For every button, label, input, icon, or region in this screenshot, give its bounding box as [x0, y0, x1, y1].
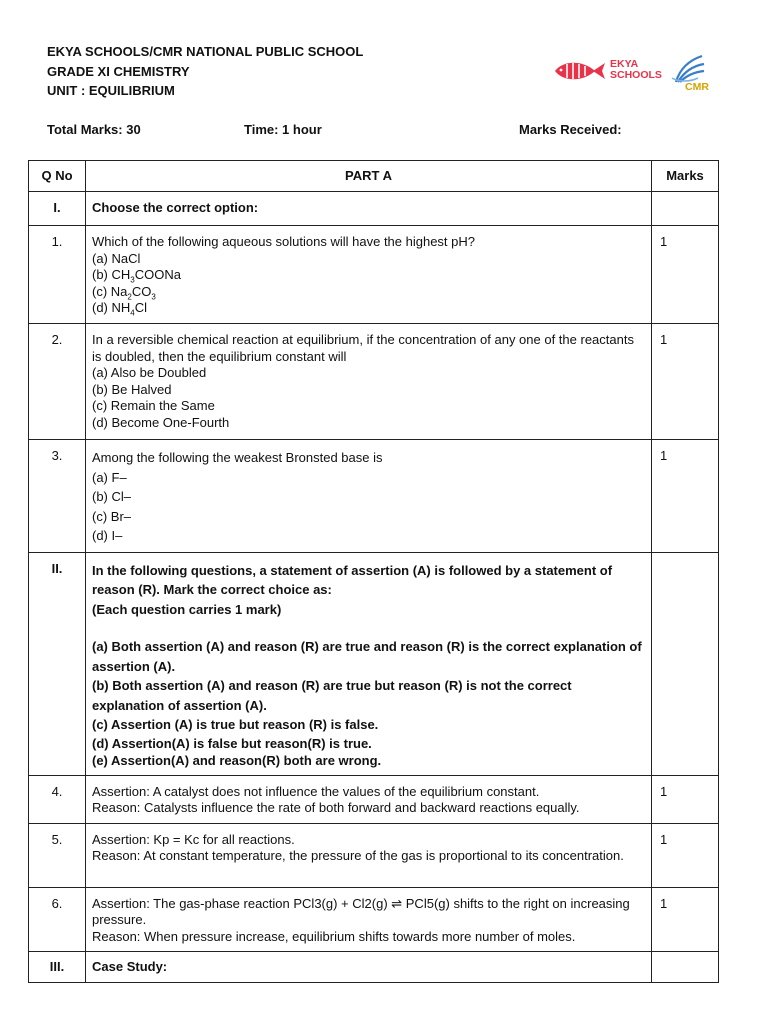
question-number: 1. — [29, 226, 86, 324]
question-row — [29, 775, 719, 823]
reason-text: Reason: Catalysts influence the rate of both forward and backward reactions equally. — [92, 800, 580, 815]
instruction-note: (Each question carries 1 mark) — [92, 601, 282, 617]
school-name: EKYA SCHOOLS/CMR NATIONAL PUBLIC SCHOOL — [47, 44, 364, 59]
option-a: (a) F– — [92, 469, 127, 485]
question-content — [86, 226, 652, 324]
option-c-text-mid: CO — [131, 283, 152, 299]
option-c: (c) Remain the Same — [92, 398, 215, 413]
question-number: 3. — [29, 440, 86, 553]
marks-cell: 1 — [652, 775, 719, 823]
total-marks: Total Marks: 30 — [47, 122, 141, 137]
option-b: (b) Be Halved — [92, 381, 172, 397]
option-a: (a) NaCl — [92, 250, 141, 266]
cmr-logo-text: CMR — [685, 81, 709, 93]
option-b-text-end: COONa — [134, 267, 181, 282]
ekya-logo-line2: SCHOOLS — [610, 69, 662, 81]
school-logos — [550, 52, 720, 96]
choice-e: (e) Assertion(A) and reason(R) both are wrong. — [92, 752, 382, 768]
table-header-row — [29, 161, 719, 192]
instruction-intro: In the following questions, a statement of assertion (A) is followed by a statement of reason (R). Mark the correct choice as: — [92, 562, 613, 597]
choice-b: (b) Both assertion (A) and reason (R) are true but reason (R) is not the correct explanation of assertion (A). — [92, 678, 572, 713]
header-qno: Q No — [29, 161, 86, 192]
assertion-text: Assertion: Kp = Kc for all reactions. — [92, 831, 295, 847]
marks-cell — [652, 952, 719, 983]
marks-cell: 1 — [652, 226, 719, 324]
marks-cell: 1 — [652, 823, 719, 887]
subscript: 3 — [151, 292, 156, 302]
question-content — [86, 440, 652, 553]
unit-title: UNIT : EQUILIBRIUM — [47, 83, 175, 98]
section-row — [29, 192, 719, 226]
question-table — [28, 160, 719, 983]
header-marks: Marks — [652, 161, 719, 192]
section-title: Choose the correct option: — [86, 192, 652, 226]
option-d-text-end: Cl — [134, 300, 148, 315]
ekya-logo-text — [610, 59, 662, 81]
question-row — [29, 823, 719, 887]
ekya-fish-logo — [553, 60, 605, 82]
choice-d: (d) Assertion(A) is false but reason(R) is true. — [92, 735, 372, 751]
marks-received: Marks Received: — [519, 122, 622, 137]
question-text: Which of the following aqueous solutions will have the highest pH? — [92, 234, 476, 249]
question-row — [29, 324, 719, 440]
section-row — [29, 952, 719, 983]
section-row — [29, 552, 719, 775]
subscript: 4 — [130, 308, 135, 318]
question-row — [29, 226, 719, 324]
assertion-text: Assertion: The gas-phase reaction PCl3(g) + Cl2(g) ⇌ PCl5(g) shifts to the right on increasing pressure. — [92, 895, 630, 927]
question-text: In a reversible chemical reaction at equilibrium, if the concentration of any one of the reactants is doubled, then the equilibrium constant will — [92, 332, 634, 364]
header-part: PART A — [86, 161, 652, 192]
option-d: (d) Become One-Fourth — [92, 414, 230, 430]
marks-cell — [652, 552, 719, 775]
question-content — [86, 324, 652, 440]
time-allowed: Time: 1 hour — [244, 122, 322, 137]
choice-c: (c) Assertion (A) is true but reason (R) is false. — [92, 717, 379, 732]
question-row — [29, 440, 719, 553]
question-text: Among the following the weakest Bronsted base is — [92, 450, 383, 465]
option-b-text: (b) CH — [92, 267, 131, 282]
assertion-text: Assertion: A catalyst does not influence the values of the equilibrium constant. — [92, 783, 540, 799]
section-number: I. — [29, 192, 86, 226]
question-content — [86, 823, 652, 887]
section-instructions — [86, 552, 652, 775]
subscript: 3 — [130, 275, 135, 285]
marks-cell — [652, 192, 719, 226]
question-number: 4. — [29, 775, 86, 823]
subscript: 2 — [127, 292, 132, 302]
grade-subject: GRADE XI CHEMISTRY — [47, 63, 190, 79]
question-content — [86, 775, 652, 823]
ekya-logo-line1: EKYA — [610, 58, 639, 70]
option-c-text: (c) Na — [92, 283, 128, 299]
school-header — [47, 42, 363, 101]
section-number: II. — [29, 552, 86, 775]
reason-text: Reason: At constant temperature, the pressure of the gas is proportional to its concentration. — [92, 848, 624, 863]
question-content — [86, 887, 652, 952]
choice-a: (a) Both assertion (A) and reason (R) are true and reason (R) is the correct explanation of assertion (A). — [92, 639, 642, 674]
option-d-text: (d) NH — [92, 300, 131, 315]
option-b — [92, 267, 643, 284]
option-c — [92, 284, 643, 301]
reason-text: Reason: When pressure increase, equilibrium shifts towards more number of moles. — [92, 928, 576, 944]
spacer — [92, 619, 643, 637]
option-d: (d) I– — [92, 528, 123, 543]
option-c: (c) Br– — [92, 508, 131, 524]
question-number: 6. — [29, 887, 86, 952]
marks-cell: 1 — [652, 440, 719, 553]
question-number: 5. — [29, 823, 86, 887]
question-number: 2. — [29, 324, 86, 440]
marks-cell: 1 — [652, 324, 719, 440]
option-a: (a) Also be Doubled — [92, 365, 207, 380]
question-row — [29, 887, 719, 952]
option-b: (b) Cl– — [92, 489, 132, 504]
section-number: III. — [29, 952, 86, 983]
option-d — [92, 300, 643, 317]
marks-cell: 1 — [652, 887, 719, 952]
section-title: Case Study: — [86, 952, 652, 983]
